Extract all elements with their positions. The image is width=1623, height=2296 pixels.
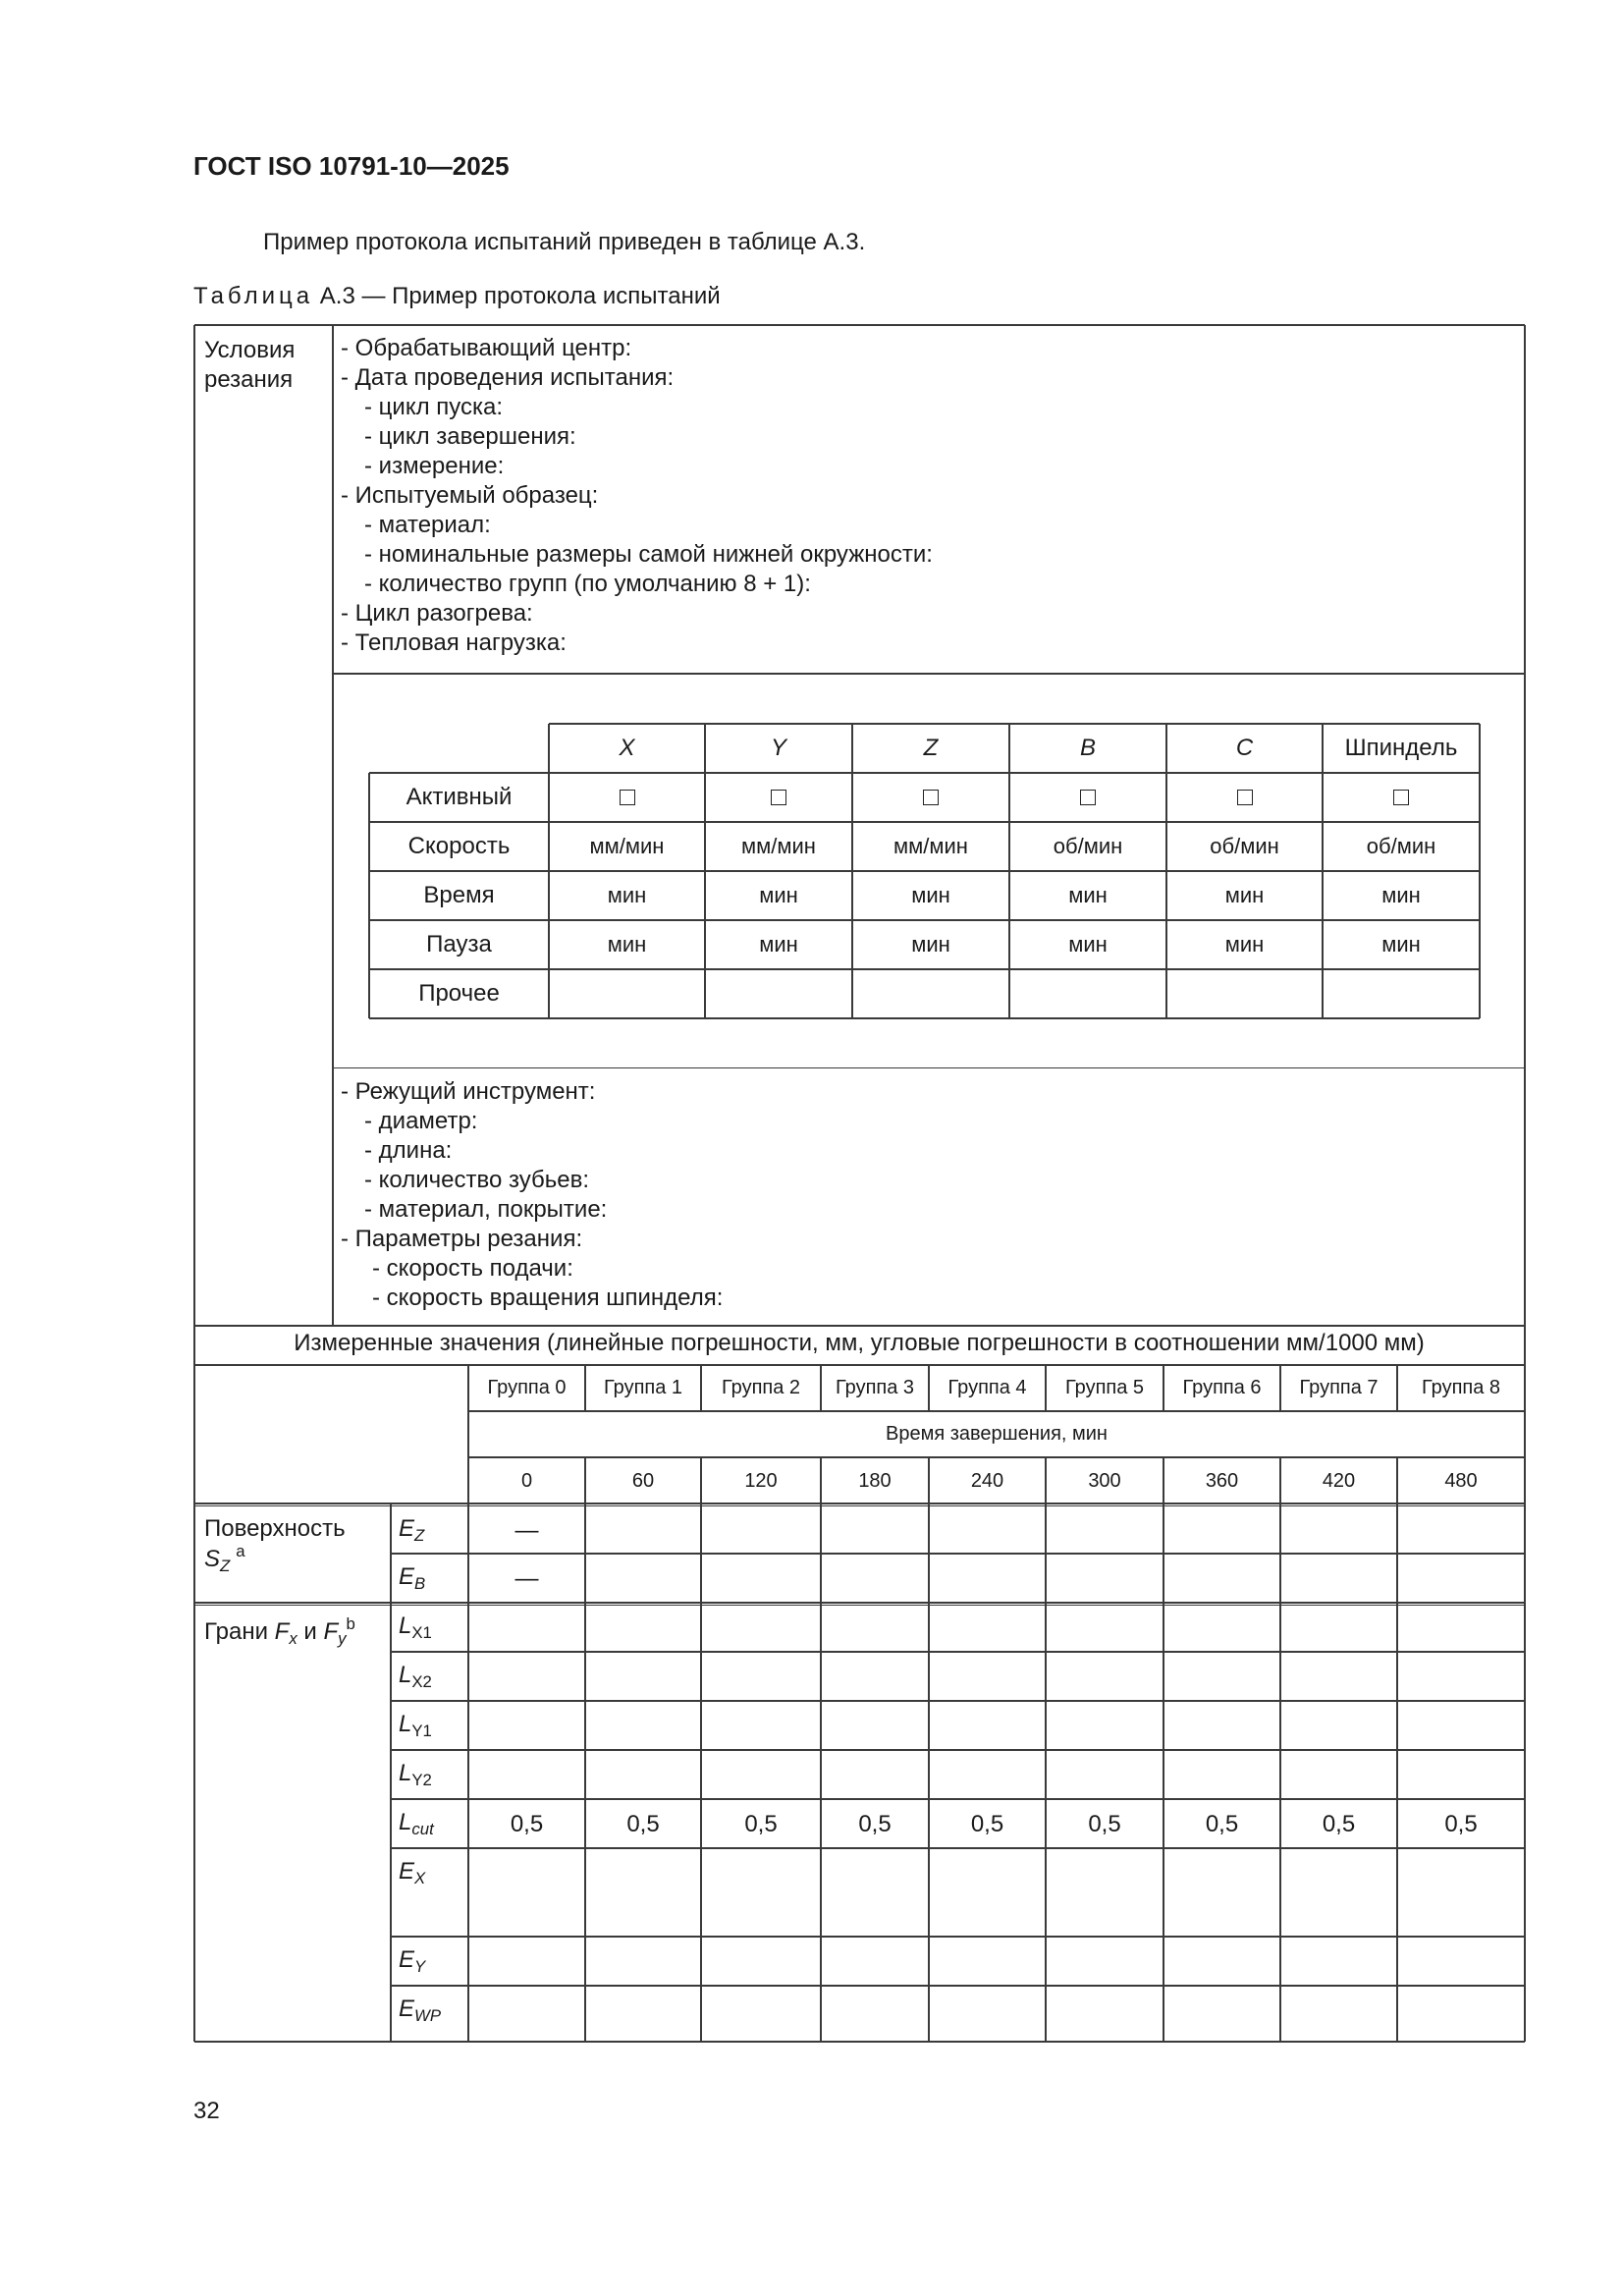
conditions-item: - материал: xyxy=(364,512,491,538)
table-top-border xyxy=(194,324,1525,326)
symbol-letter: E xyxy=(399,1946,415,1973)
faces-f1: F xyxy=(274,1618,290,1645)
symbol-subscript: Z xyxy=(414,1526,425,1546)
axis-cell: об/мин xyxy=(1053,834,1123,858)
checkbox-icon xyxy=(1080,790,1096,805)
symbol-subscript: Y xyxy=(414,1957,426,1977)
symbol-subscript: X2 xyxy=(411,1672,432,1692)
conditions-item: - Обрабатывающий центр: xyxy=(341,335,632,361)
surface-subscript: Z xyxy=(220,1557,231,1576)
axis-cell: мин xyxy=(607,883,647,907)
time-value: 300 xyxy=(1088,1470,1121,1492)
axis-cell: мм/мин xyxy=(893,834,968,858)
axes-grid-v xyxy=(1479,724,1480,1018)
axes-grid-v xyxy=(851,724,852,1018)
axes-grid-v xyxy=(1008,724,1009,1018)
conditions-item: - цикл пуска: xyxy=(364,394,504,420)
surface-symbol xyxy=(204,1541,245,1576)
row-symbol xyxy=(399,1711,432,1741)
time-value: 120 xyxy=(744,1470,778,1492)
faces-f2-subscript: y xyxy=(338,1629,347,1649)
group-col-v xyxy=(1279,1365,1280,1411)
group-header: Группа 2 xyxy=(721,1377,801,1398)
surface-label: Поверхность xyxy=(204,1515,346,1542)
symbol-col-v xyxy=(390,1503,391,2042)
symbol-subscript: cut xyxy=(411,1820,434,1839)
document-header: ГОСТ ISO 10791-10—2025 xyxy=(193,151,510,181)
group-col-v xyxy=(700,1365,701,1411)
axis-cell: мин xyxy=(1068,932,1108,957)
axis-row-label: Активный xyxy=(406,784,513,810)
row-value: 0,5 xyxy=(970,1811,1004,1837)
axis-cell: мин xyxy=(911,932,950,957)
conditions-rule-1 xyxy=(333,673,1525,674)
axis-cell: мм/мин xyxy=(589,834,665,858)
axis-header-2: Y xyxy=(770,735,787,761)
section-rule xyxy=(194,1602,1525,1604)
axis-row-label: Прочее xyxy=(418,980,500,1007)
checkbox-icon xyxy=(1237,790,1253,805)
symbol-letter: L xyxy=(399,1809,412,1835)
group-header: Группа 0 xyxy=(487,1377,567,1398)
row-rule xyxy=(391,1553,1525,1554)
conditions-item: - цикл завершения: xyxy=(364,423,576,450)
axis-cell: мин xyxy=(1224,883,1265,907)
row-value: 0,5 xyxy=(1322,1811,1356,1837)
conditions-item: - Дата проведения испытания: xyxy=(341,364,675,391)
row-value: 0,5 xyxy=(858,1811,892,1837)
conditions-item: - скорость подачи: xyxy=(372,1255,573,1282)
row-value: 0,5 xyxy=(1444,1811,1478,1837)
axes-grid-h xyxy=(369,870,1480,871)
group-header: Группа 8 xyxy=(1421,1377,1501,1398)
axis-header-4: B xyxy=(1079,735,1097,761)
first-data-col-v xyxy=(467,1365,468,2042)
axis-row-label: Время xyxy=(423,882,495,908)
conditions-item: - длина: xyxy=(364,1137,453,1164)
axis-row-label: Пауза xyxy=(426,931,492,957)
conditions-label-line2: резания xyxy=(204,366,294,393)
group-header: Группа 6 xyxy=(1182,1377,1262,1398)
axes-grid-v xyxy=(704,724,705,1018)
conditions-item: - Цикл разогрева: xyxy=(341,600,533,627)
axis-cell: мин xyxy=(911,883,950,907)
symbol-letter: E xyxy=(399,1515,415,1542)
checkbox-icon xyxy=(923,790,939,805)
surface-letter: S xyxy=(204,1546,221,1572)
conditions-item: - диаметр: xyxy=(364,1108,478,1134)
symbol-letter: E xyxy=(399,1995,415,2022)
symbol-letter: L xyxy=(399,1662,412,1688)
row-symbol xyxy=(399,1809,434,1839)
axis-header-1: X xyxy=(619,735,635,761)
axis-cell: об/мин xyxy=(1210,834,1279,858)
row-symbol xyxy=(399,1613,432,1643)
row-rule xyxy=(391,1749,1525,1750)
group-header: Группа 7 xyxy=(1299,1377,1379,1398)
symbol-letter: L xyxy=(399,1711,412,1737)
row-value: — xyxy=(514,1517,539,1544)
symbol-letter: E xyxy=(399,1563,415,1590)
row-rule xyxy=(391,1798,1525,1799)
axis-cell: мин xyxy=(759,932,798,957)
conditions-item: - количество групп (по умолчанию 8 + 1): xyxy=(364,571,811,597)
row-symbol xyxy=(399,1563,426,1594)
row-rule xyxy=(391,1985,1525,1986)
checkbox-icon xyxy=(771,790,786,805)
symbol-letter: L xyxy=(399,1760,412,1786)
row-symbol xyxy=(399,1760,432,1790)
conditions-item: - материал, покрытие: xyxy=(364,1196,608,1223)
surface-footnote-mark: a xyxy=(236,1541,245,1560)
time-label: Время завершения, мин xyxy=(886,1423,1108,1445)
row-value: 0,5 xyxy=(626,1811,660,1837)
time-value: 420 xyxy=(1322,1470,1356,1492)
group-header: Группа 3 xyxy=(835,1377,915,1398)
axes-grid-h xyxy=(369,919,1480,920)
time-value: 0 xyxy=(520,1470,533,1492)
table-right-border xyxy=(1524,325,1526,2042)
row-symbol xyxy=(399,1995,442,2026)
groups-rule xyxy=(468,1410,1525,1411)
axes-grid-v xyxy=(1322,724,1323,1018)
faces-text: Грани xyxy=(204,1618,275,1645)
conditions-item: - Тепловая нагрузка: xyxy=(341,629,567,656)
symbol-subscript: B xyxy=(414,1574,426,1594)
group-col-v xyxy=(820,1365,821,1411)
table-bottom-border xyxy=(194,2041,1525,2043)
group-col-v xyxy=(584,1365,585,1411)
row-value: 0,5 xyxy=(1088,1811,1121,1837)
group-header: Группа 4 xyxy=(947,1377,1027,1398)
row-rule xyxy=(391,1651,1525,1652)
measured-top-rule xyxy=(194,1325,1525,1327)
axes-grid-h xyxy=(369,1017,1480,1018)
conditions-item: - номинальные размеры самой нижней окружности: xyxy=(364,541,933,568)
checkbox-icon xyxy=(620,790,635,805)
axes-grid-h xyxy=(369,821,1480,822)
axis-cell: об/мин xyxy=(1366,834,1436,858)
symbol-letter: L xyxy=(399,1613,412,1639)
axis-cell: мм/мин xyxy=(741,834,816,858)
measured-title-rule xyxy=(194,1364,1525,1365)
axis-header-3: Z xyxy=(923,735,939,761)
axis-cell: мин xyxy=(1381,932,1421,957)
time-value: 360 xyxy=(1205,1470,1239,1492)
row-rule xyxy=(391,1847,1525,1848)
row-value: 0,5 xyxy=(744,1811,778,1837)
axes-grid-h xyxy=(369,772,1480,773)
group-header: Группа 1 xyxy=(603,1377,683,1398)
faces-f1-subscript: x xyxy=(289,1629,298,1649)
conditions-rule-2 xyxy=(333,1067,1525,1068)
symbol-subscript: WP xyxy=(414,2006,442,2026)
faces-label xyxy=(204,1613,355,1649)
axes-grid-v xyxy=(368,773,369,1018)
time-value: 180 xyxy=(858,1470,892,1492)
table-left-border xyxy=(193,325,195,2042)
faces-f2: F xyxy=(323,1618,339,1645)
group-col-v xyxy=(1396,1365,1397,1411)
row-symbol xyxy=(399,1858,426,1888)
intro-text: Пример протокола испытаний приведен в таблице А.3. xyxy=(263,229,866,255)
axes-grid-v xyxy=(548,724,549,1018)
axes-grid-h xyxy=(369,968,1480,969)
conditions-label-line1: Условия xyxy=(204,337,296,363)
time-value: 240 xyxy=(970,1470,1004,1492)
faces-and: и xyxy=(297,1618,324,1645)
caption-rest: А.3 — Пример протокола испытаний xyxy=(319,283,721,309)
caption-prefix: Таблица xyxy=(193,283,314,309)
time-value: 60 xyxy=(631,1470,655,1492)
axis-cell: мин xyxy=(607,932,647,957)
symbol-subscript: X xyxy=(414,1869,426,1888)
conditions-item: - измерение: xyxy=(364,453,505,479)
axis-cell: мин xyxy=(759,883,798,907)
row-symbol xyxy=(399,1946,426,1977)
row-value: 0,5 xyxy=(510,1811,544,1837)
checkbox-icon xyxy=(1393,790,1409,805)
symbol-subscript: Y2 xyxy=(411,1771,432,1790)
times-rule-double xyxy=(194,1505,1525,1506)
axis-header-6: Шпиндель xyxy=(1344,735,1458,761)
group-col-v xyxy=(928,1365,929,1411)
conditions-item: - Испытуемый образец: xyxy=(341,482,599,509)
row-symbol xyxy=(399,1662,432,1692)
axis-cell: мин xyxy=(1224,932,1265,957)
page-number: 32 xyxy=(193,2098,220,2124)
axis-cell: мин xyxy=(1068,883,1108,907)
axes-grid-h xyxy=(549,723,1480,724)
symbol-letter: E xyxy=(399,1858,415,1885)
conditions-item: - количество зубьев: xyxy=(364,1167,590,1193)
axis-row-label: Скорость xyxy=(407,833,511,859)
conditions-item: - скорость вращения шпинделя: xyxy=(372,1285,724,1311)
row-rule xyxy=(391,1700,1525,1701)
row-symbol xyxy=(399,1515,425,1546)
axes-grid-v xyxy=(1165,724,1166,1018)
symbol-subscript: X1 xyxy=(411,1623,432,1643)
conditions-item: - Режущий инструмент: xyxy=(341,1078,596,1105)
axis-header-5: C xyxy=(1235,735,1254,761)
faces-footnote-mark: b xyxy=(346,1613,355,1633)
conditions-item: - Параметры резания: xyxy=(341,1226,583,1252)
measured-title: Измеренные значения (линейные погрешности, мм, угловые погрешности в соотношении мм/1000 мм) xyxy=(294,1330,1425,1356)
group-col-v xyxy=(1045,1365,1046,1411)
conditions-divider xyxy=(332,325,333,1326)
row-rule xyxy=(391,1936,1525,1937)
row-value: 0,5 xyxy=(1205,1811,1239,1837)
time-value: 480 xyxy=(1444,1470,1478,1492)
section-rule-double xyxy=(194,1605,1525,1606)
times-rule xyxy=(194,1503,1525,1504)
symbol-subscript: Y1 xyxy=(411,1722,432,1741)
group-header: Группа 5 xyxy=(1064,1377,1145,1398)
axis-cell: мин xyxy=(1381,883,1421,907)
row-value: — xyxy=(514,1565,539,1592)
time-label-rule xyxy=(468,1456,1525,1457)
